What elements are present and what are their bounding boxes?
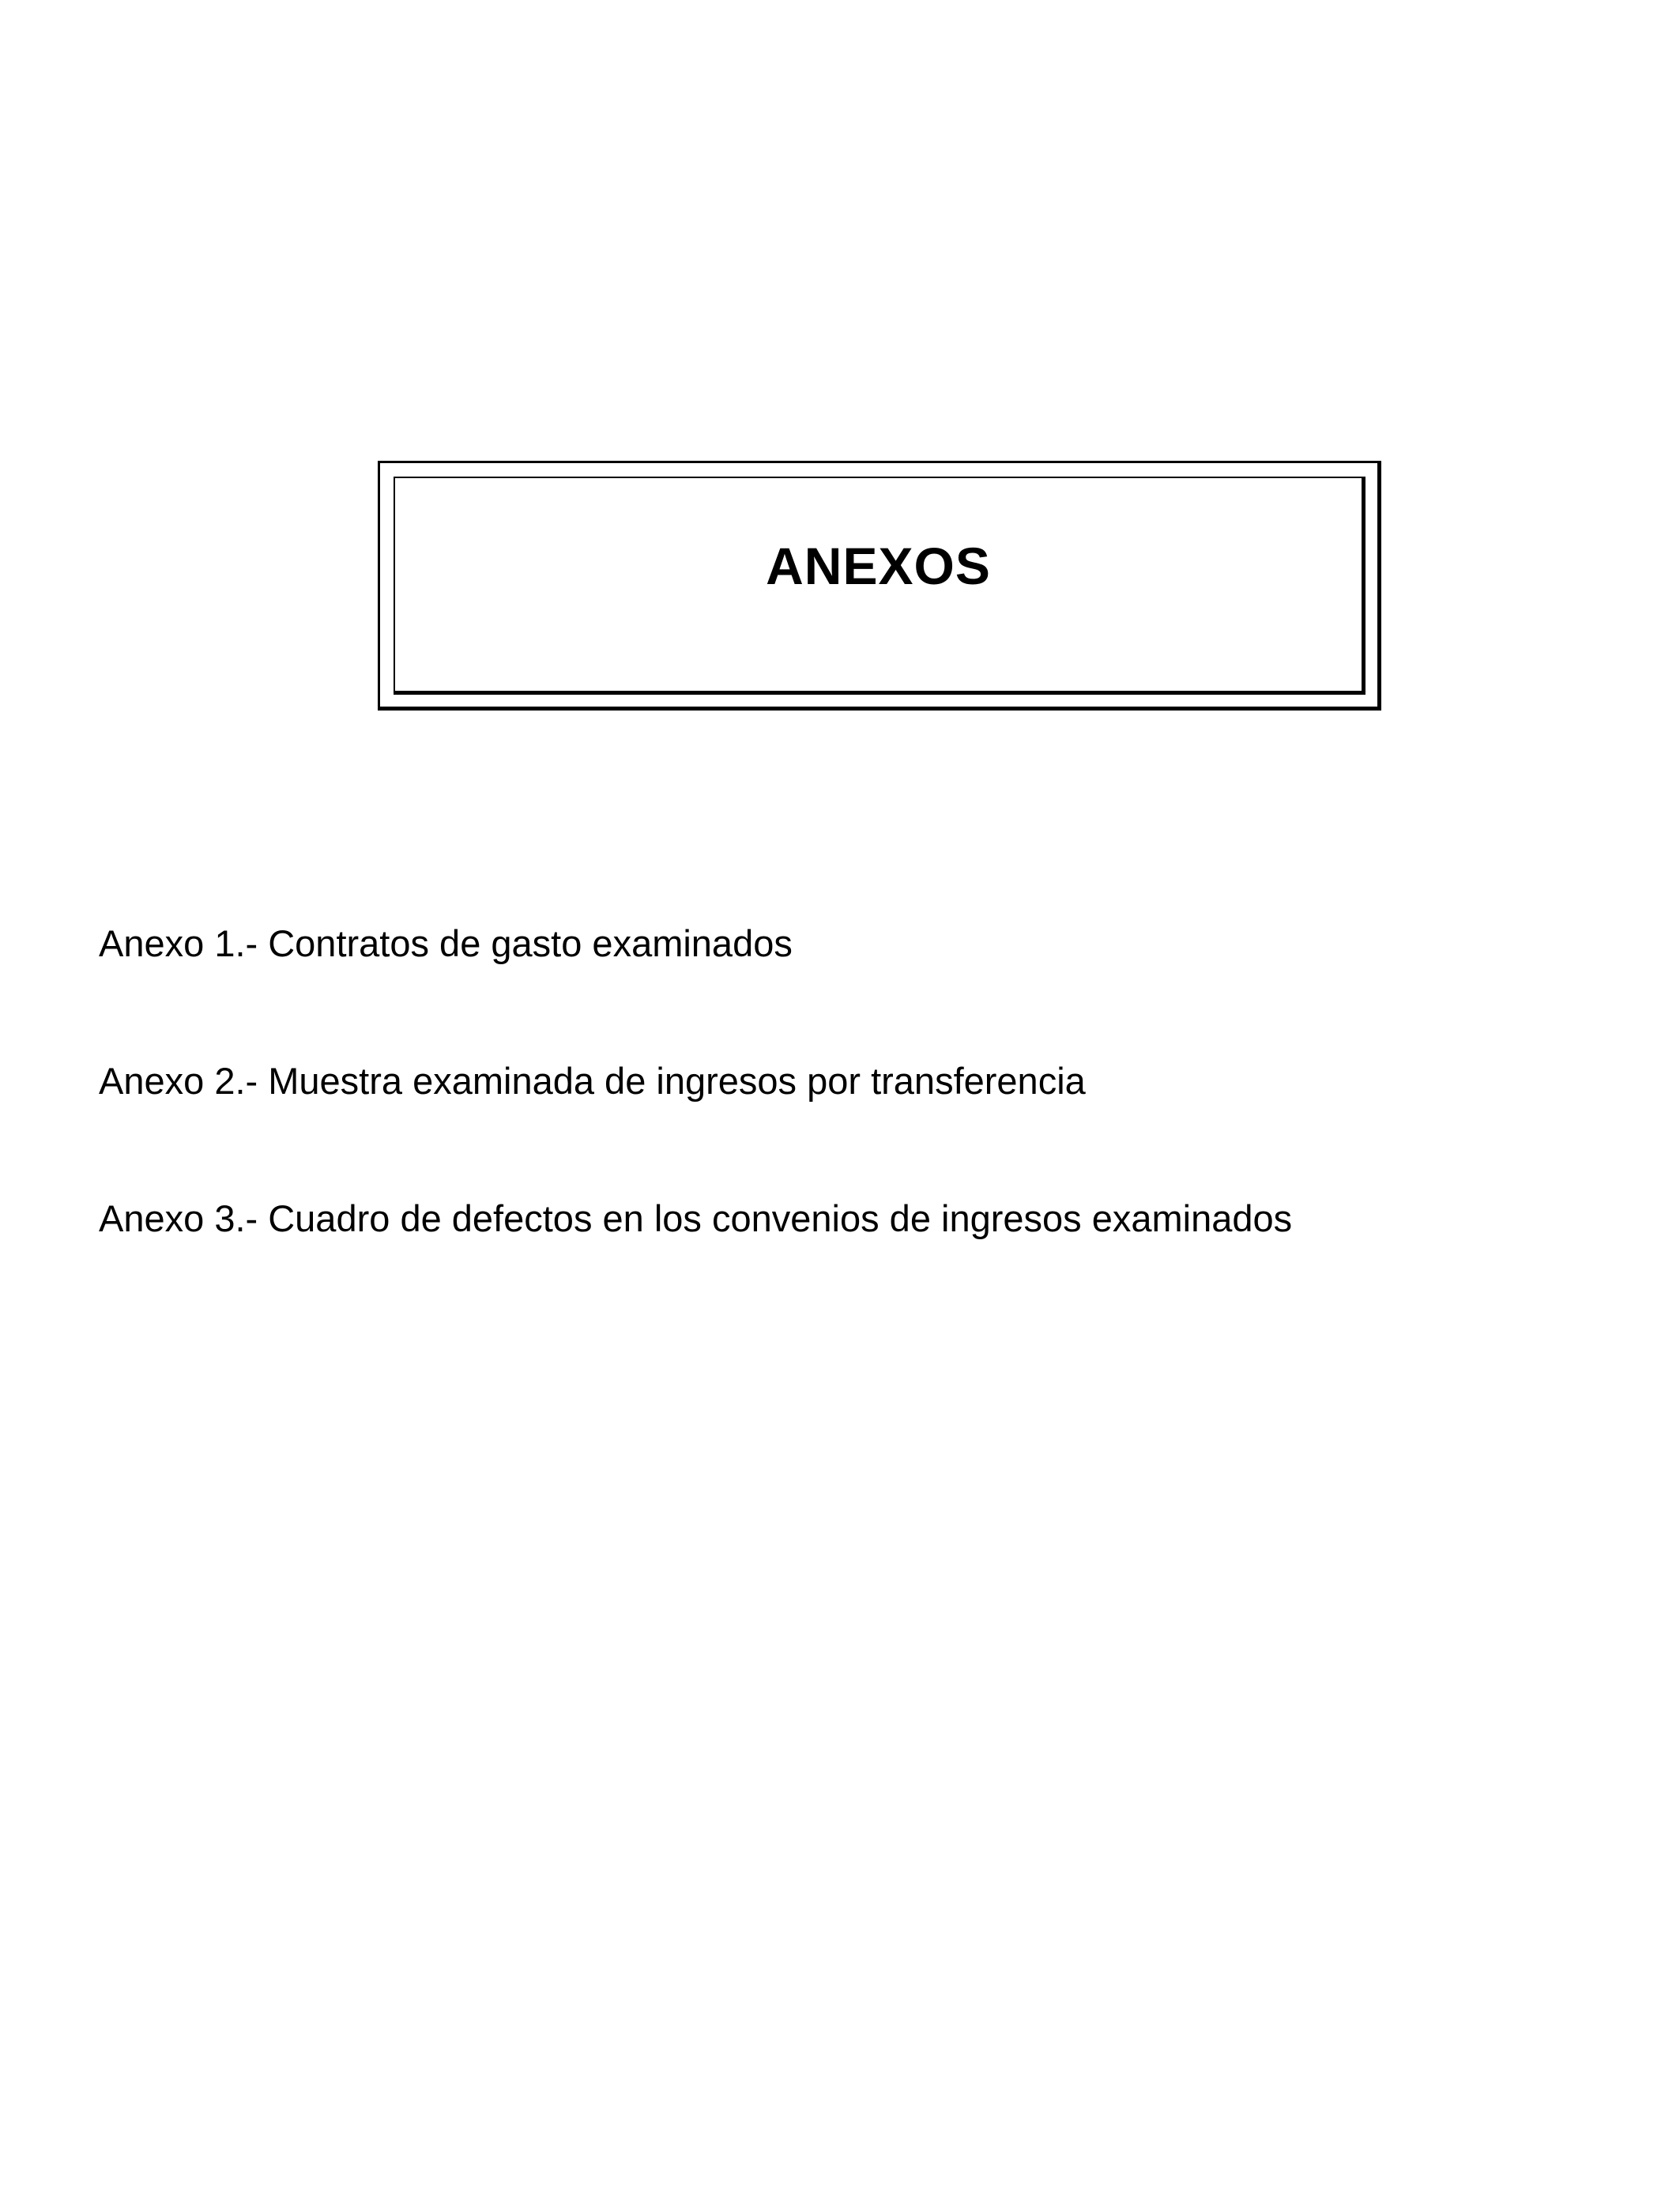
annex-item-1: Anexo 1.- Contratos de gasto examinados: [99, 922, 793, 964]
annex-list: [99, 922, 1293, 1337]
title-inner-frame: [394, 477, 1365, 695]
title-frame: [378, 461, 1381, 711]
annex-item-3: Anexo 3.- Cuadro de defectos en los convenios de ingresos examinados: [99, 1197, 1293, 1239]
annex-item-2: Anexo 2.- Muestra examinada de ingresos por transferencia: [99, 1060, 1086, 1102]
page-title: ANEXOS: [766, 537, 991, 595]
